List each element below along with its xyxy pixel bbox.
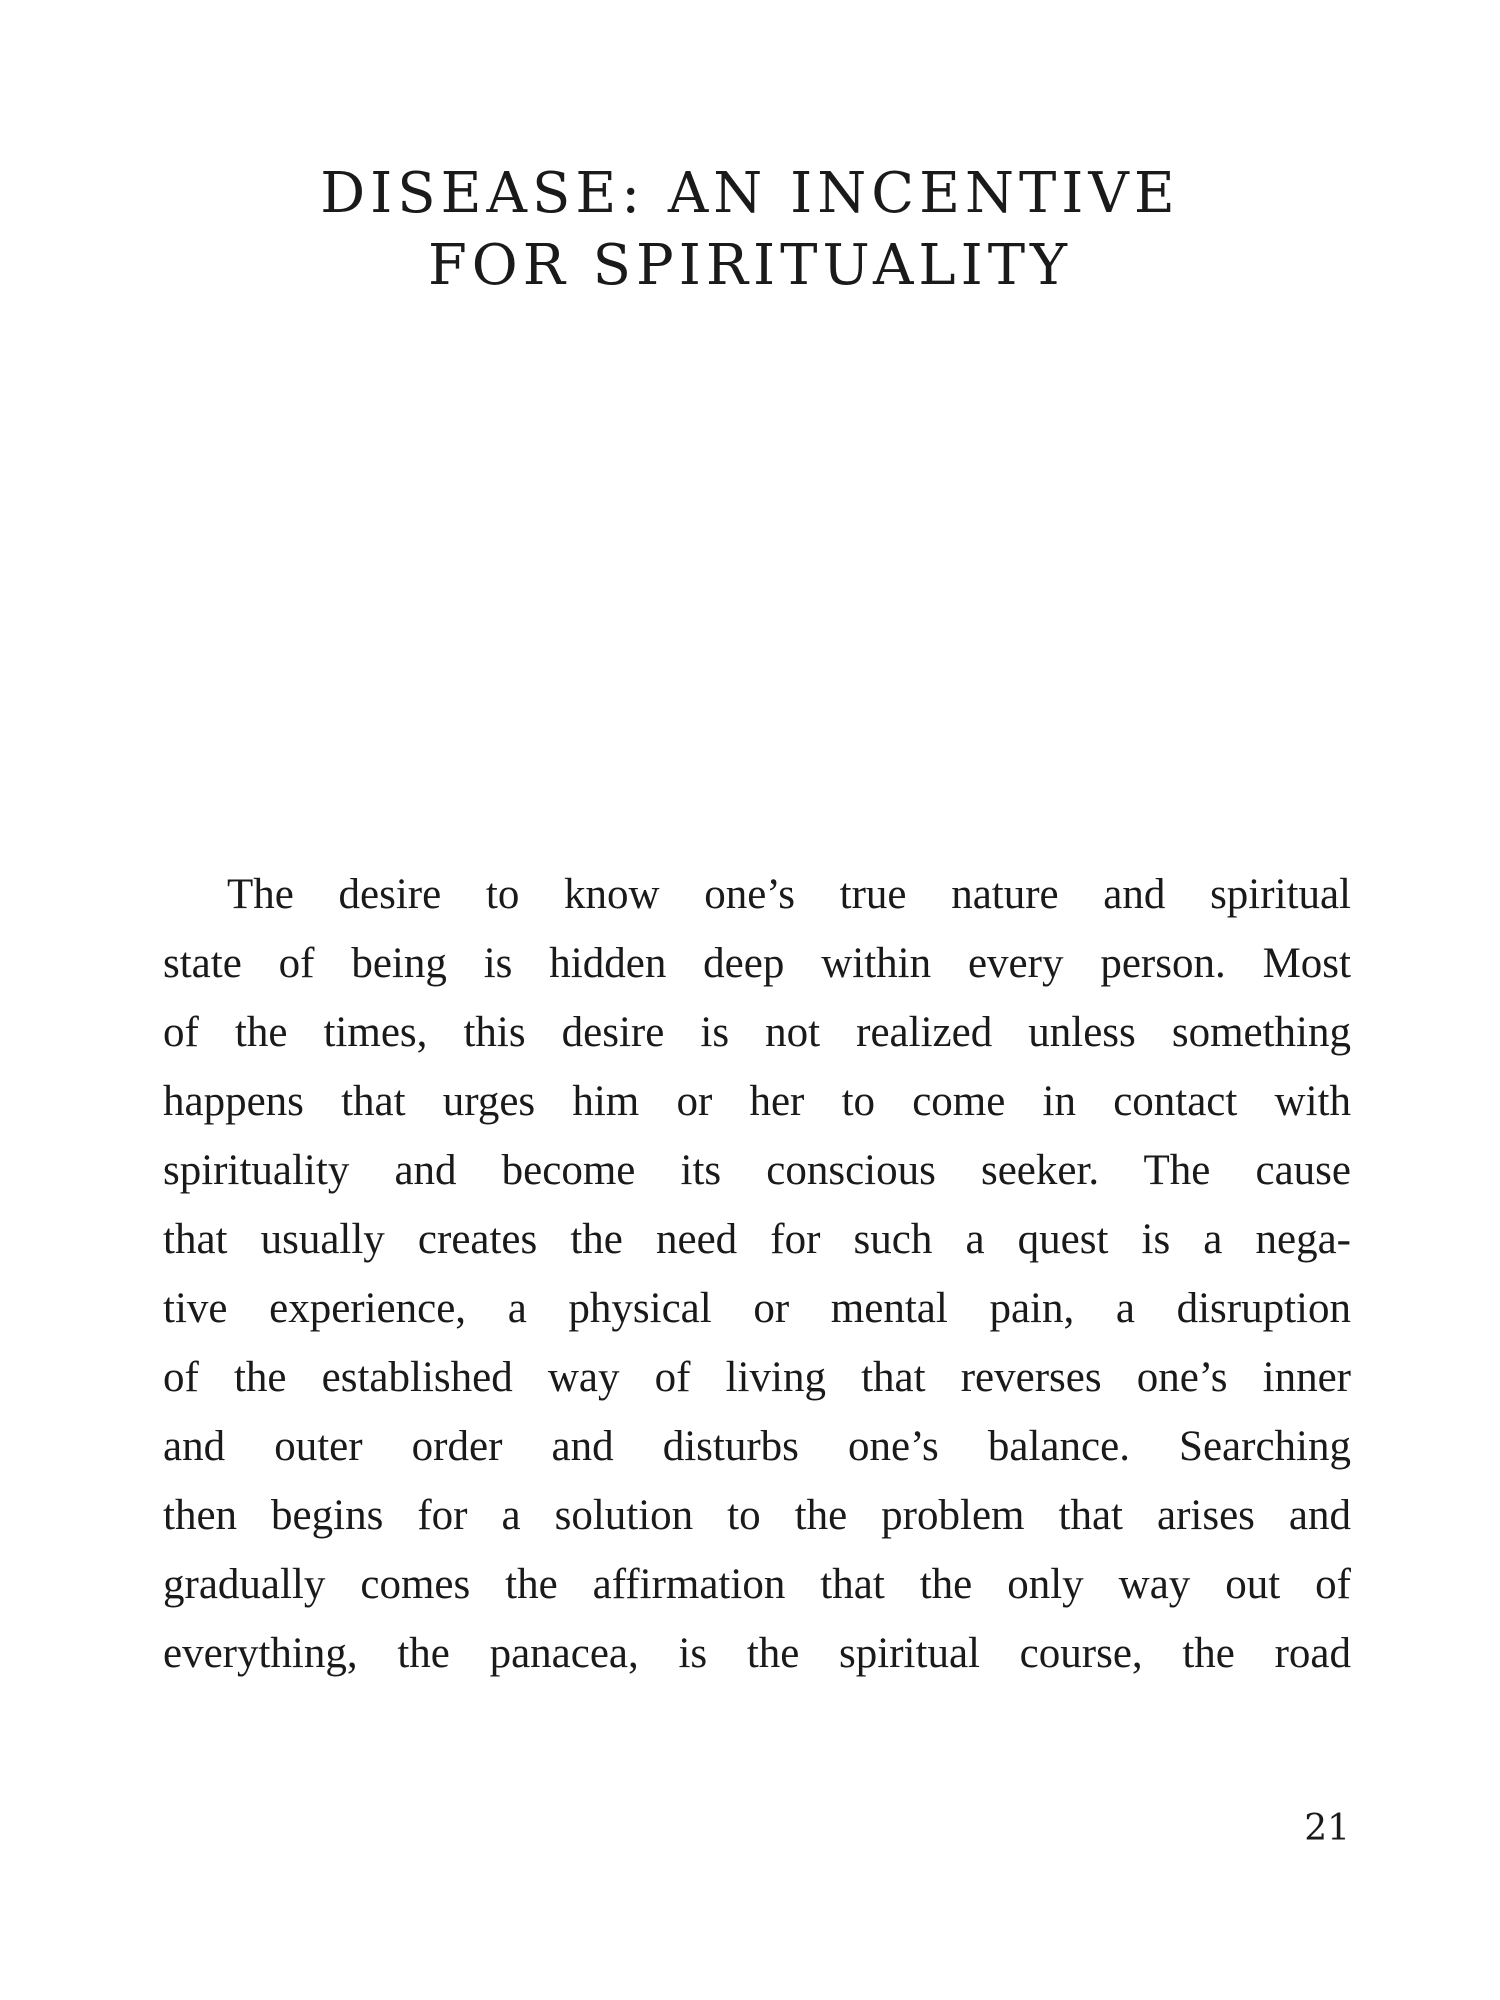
paragraph-line: gradually comes the affirmation that the only way out of: [163, 1561, 1351, 1608]
paragraph-line: of the established way of living that reverses one’s inner: [163, 1354, 1351, 1401]
paragraph-line: then begins for a solution to the problem that arises and: [163, 1492, 1351, 1539]
paragraph-line: everything, the panacea, is the spiritual course, the road: [163, 1630, 1351, 1677]
paragraph-line: and outer order and disturbs one’s balance. Searching: [163, 1423, 1351, 1470]
page-number: 21: [1304, 1808, 1350, 1849]
paragraph-line: spirituality and become its conscious seeker. The cause: [163, 1147, 1351, 1194]
paragraph-line: tive experience, a physical or mental pain, a disruption: [163, 1285, 1351, 1332]
paragraph-line: happens that urges him or her to come in contact with: [163, 1078, 1351, 1125]
body-paragraph: [163, 860, 1351, 1688]
paragraph-line: of the times, this desire is not realized unless something: [163, 1009, 1351, 1056]
paragraph-line: The desire to know one’s true nature and spiritual: [227, 871, 1351, 918]
chapter-title: [0, 158, 1500, 302]
chapter-title-line-2: FOR SPIRITUALITY: [427, 233, 1073, 298]
paragraph-line: that usually creates the need for such a quest is a nega-: [163, 1216, 1351, 1263]
paragraph-line: state of being is hidden deep within every person. Most: [163, 940, 1351, 987]
chapter-title-line-1: DISEASE: AN INCENTIVE: [320, 161, 1180, 226]
